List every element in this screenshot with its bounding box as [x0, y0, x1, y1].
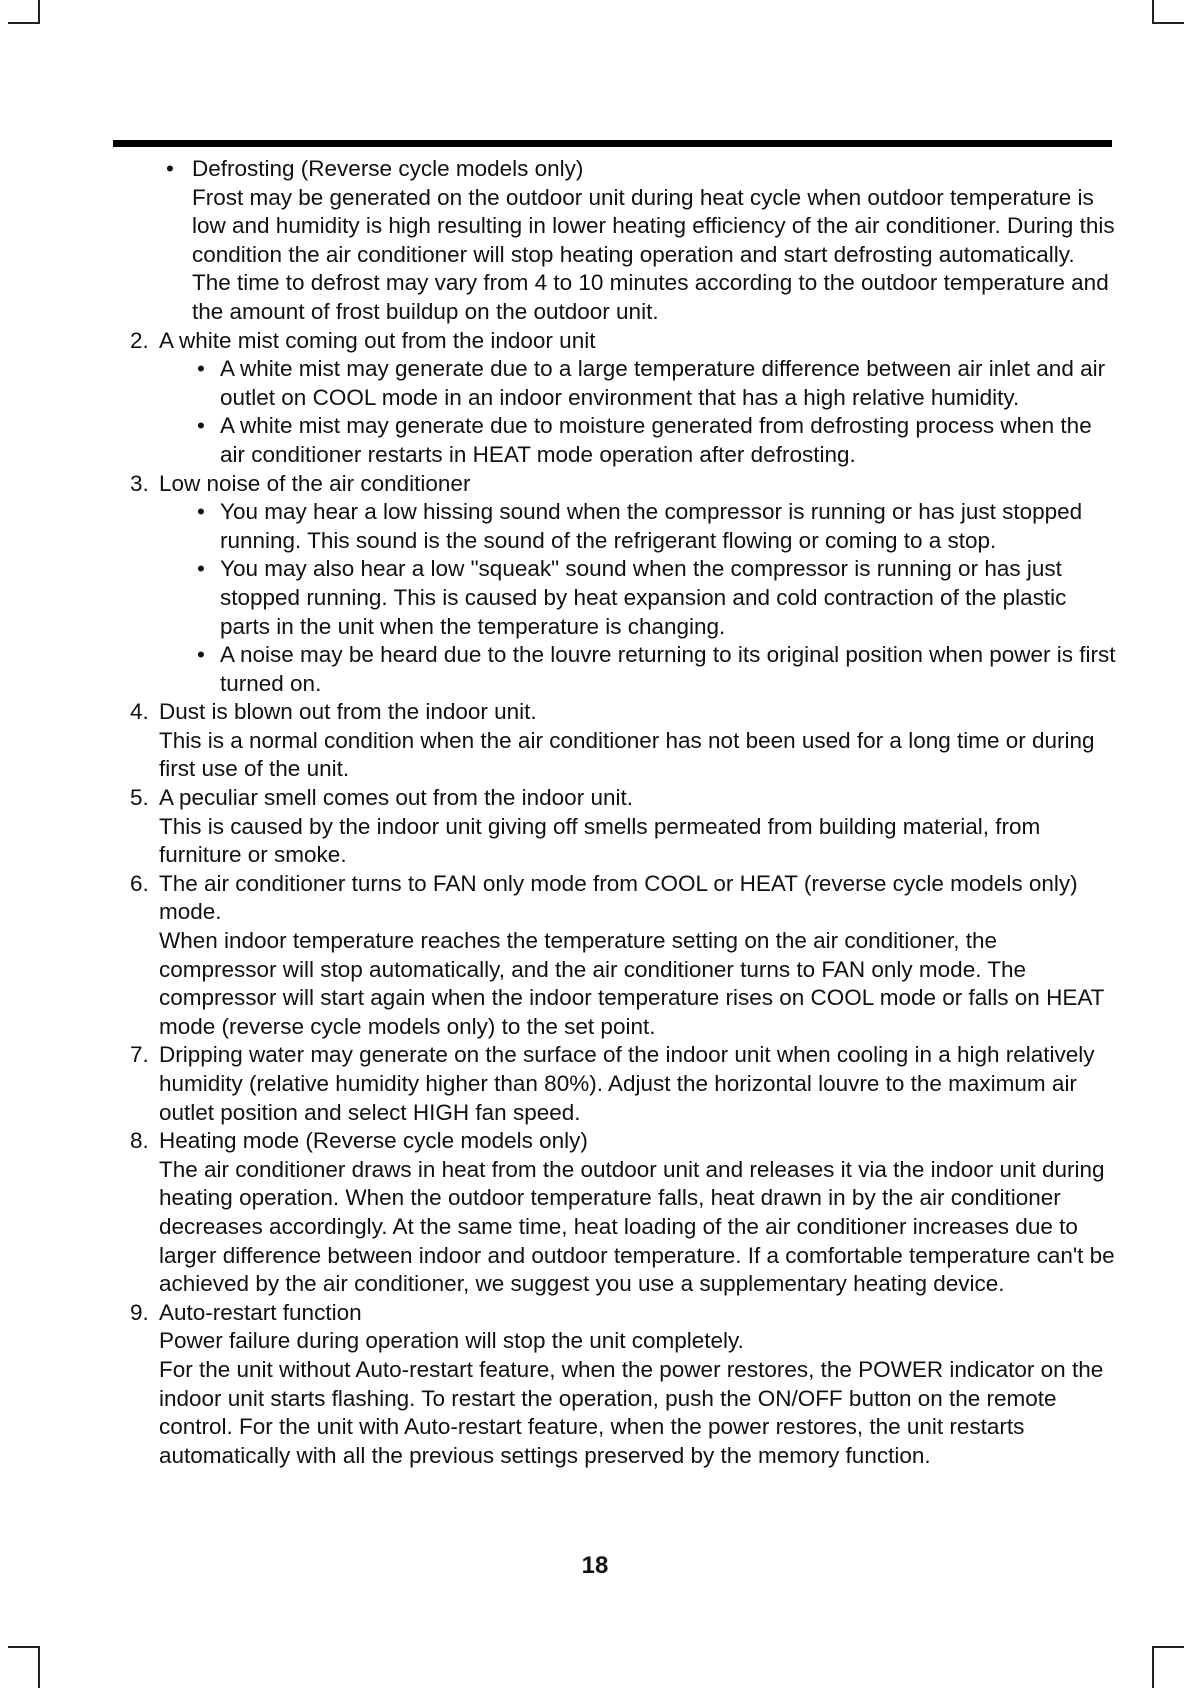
item-number: 4. [130, 699, 149, 725]
sub-bullet [159, 355, 1120, 412]
sub-bullet-text: You may hear a low hissing sound when the compressor is running or has just stopped running. This sound is the sound of the refrigerant flowing or coming to a stop. [220, 499, 1083, 553]
list-item-2 [130, 327, 1120, 470]
sub-bullet [159, 641, 1120, 698]
crop-mark-bottom-left [8, 1646, 40, 1688]
crop-mark-bottom-right [1152, 1646, 1184, 1688]
item-number: 3. [130, 470, 149, 496]
item-number: 6. [130, 870, 149, 896]
item-paragraph: This is a normal condition when the air conditioner has not been used for a long time or during first use of the unit. [159, 727, 1095, 782]
sub-bullet [159, 498, 1120, 555]
crop-mark-top-right [1152, 0, 1184, 24]
bullet-icon: • [197, 499, 205, 525]
bullet-icon: • [197, 356, 205, 382]
item-paragraph: This is caused by the indoor unit giving off smells permeated from building material, from furniture or smoke. [159, 813, 1041, 868]
defrosting-title: Defrosting (Reverse cycle models only) [192, 156, 584, 181]
bullet-icon: • [197, 642, 205, 668]
item-title: A peculiar smell comes out from the indoor unit. [159, 785, 633, 811]
item-title: Dust is blown out from the indoor unit. [159, 699, 537, 725]
item-title: Low noise of the air conditioner [159, 470, 471, 496]
page-content [130, 155, 1120, 1470]
item-paragraph: For the unit without Auto-restart feature, when the power restores, the POWER indicator on the indoor unit starts flashing. To restart the operation, push the ON/OFF button on the remote control. For the unit with Auto-restart feature, when the power restores, the unit restarts automatically with all the previous settings preserved by the memory function. [159, 1356, 1104, 1468]
list-item-5 [130, 784, 1120, 870]
crop-mark-top-left [8, 0, 40, 24]
defrosting-section [130, 155, 1120, 327]
item-paragraph: When indoor temperature reaches the temperature setting on the air conditioner, the compressor will stop automatically, and the air conditioner turns to FAN only mode. The compressor will start again when the indoor temperature rises on COOL mode or falls on HEAT mode (reverse cycle models only) to the set point. [159, 928, 1104, 1039]
item-title: Dripping water may generate on the surface of the indoor unit when cooling in a high relatively humidity (relative humidity higher than 80%). Adjust the horizontal louvre to the maximum air outlet position and select HIGH fan speed. [159, 1042, 1095, 1125]
sub-bullet-text: A white mist may generate due to moisture generated from defrosting process when the air conditioner restarts in HEAT mode operation after defrosting. [220, 413, 1092, 467]
sub-bullet [159, 412, 1120, 469]
bullet-icon: • [197, 413, 205, 439]
list-item-6 [130, 870, 1120, 1042]
item-title: A white mist coming out from the indoor unit [159, 327, 596, 353]
sub-bullet-text: A noise may be heard due to the louvre returning to its original position when power is first turned on. [220, 642, 1116, 696]
sub-bullet-text: A white mist may generate due to a large temperature difference between air inlet and air outlet on COOL mode in an indoor environment that has a high relative humidity. [220, 356, 1106, 410]
item-number: 7. [130, 1042, 149, 1068]
list-item-9 [130, 1299, 1120, 1471]
item-number: 8. [130, 1128, 149, 1154]
list-item-4 [130, 698, 1120, 784]
item-paragraph: The air conditioner draws in heat from the outdoor unit and releases it via the indoor unit during heating operation. When the outdoor temperature falls, heat drawn in by the air conditioner decreases accordingly. At the same time, heat loading of the air conditioner increases due to larger difference between indoor and outdoor temperature. If a comfortable temperature can't be achieved by the air conditioner, we suggest you use a supplementary heating device. [159, 1156, 1115, 1297]
item-title: Heating mode (Reverse cycle models only) [159, 1128, 588, 1154]
list-item-7 [130, 1041, 1120, 1127]
list-item-3 [130, 470, 1120, 699]
item-title: The air conditioner turns to FAN only mode from COOL or HEAT (reverse cycle models only) mode. [159, 870, 1078, 925]
item-number: 5. [130, 785, 149, 811]
bullet-icon: • [197, 556, 205, 582]
list-item-8 [130, 1127, 1120, 1299]
item-number: 9. [130, 1299, 149, 1325]
sub-bullet [159, 555, 1120, 641]
sub-bullet-text: You may also hear a low "squeak" sound when the compressor is running or has just stopped running. This is caused by heat expansion and cold contraction of the plastic parts in the unit when the temperature is changing. [220, 556, 1067, 639]
bullet-icon: • [166, 156, 174, 181]
item-title: Auto-restart function [159, 1299, 362, 1325]
defrosting-paragraph: The time to defrost may vary from 4 to 10 minutes according to the outdoor temperature and the amount of frost buildup on the outdoor unit. [192, 270, 1109, 324]
item-paragraph: Power failure during operation will stop the unit completely. [159, 1328, 744, 1354]
defrosting-paragraph: Frost may be generated on the outdoor unit during heat cycle when outdoor temperature is low and humidity is high resulting in lower heating efficiency of the air conditioner. During this condition the air conditioner will stop heating operation and start defrosting automatically. [192, 184, 1115, 267]
header-rule [113, 140, 1112, 147]
page-number: 18 [581, 1552, 609, 1579]
item-number: 2. [130, 327, 149, 353]
